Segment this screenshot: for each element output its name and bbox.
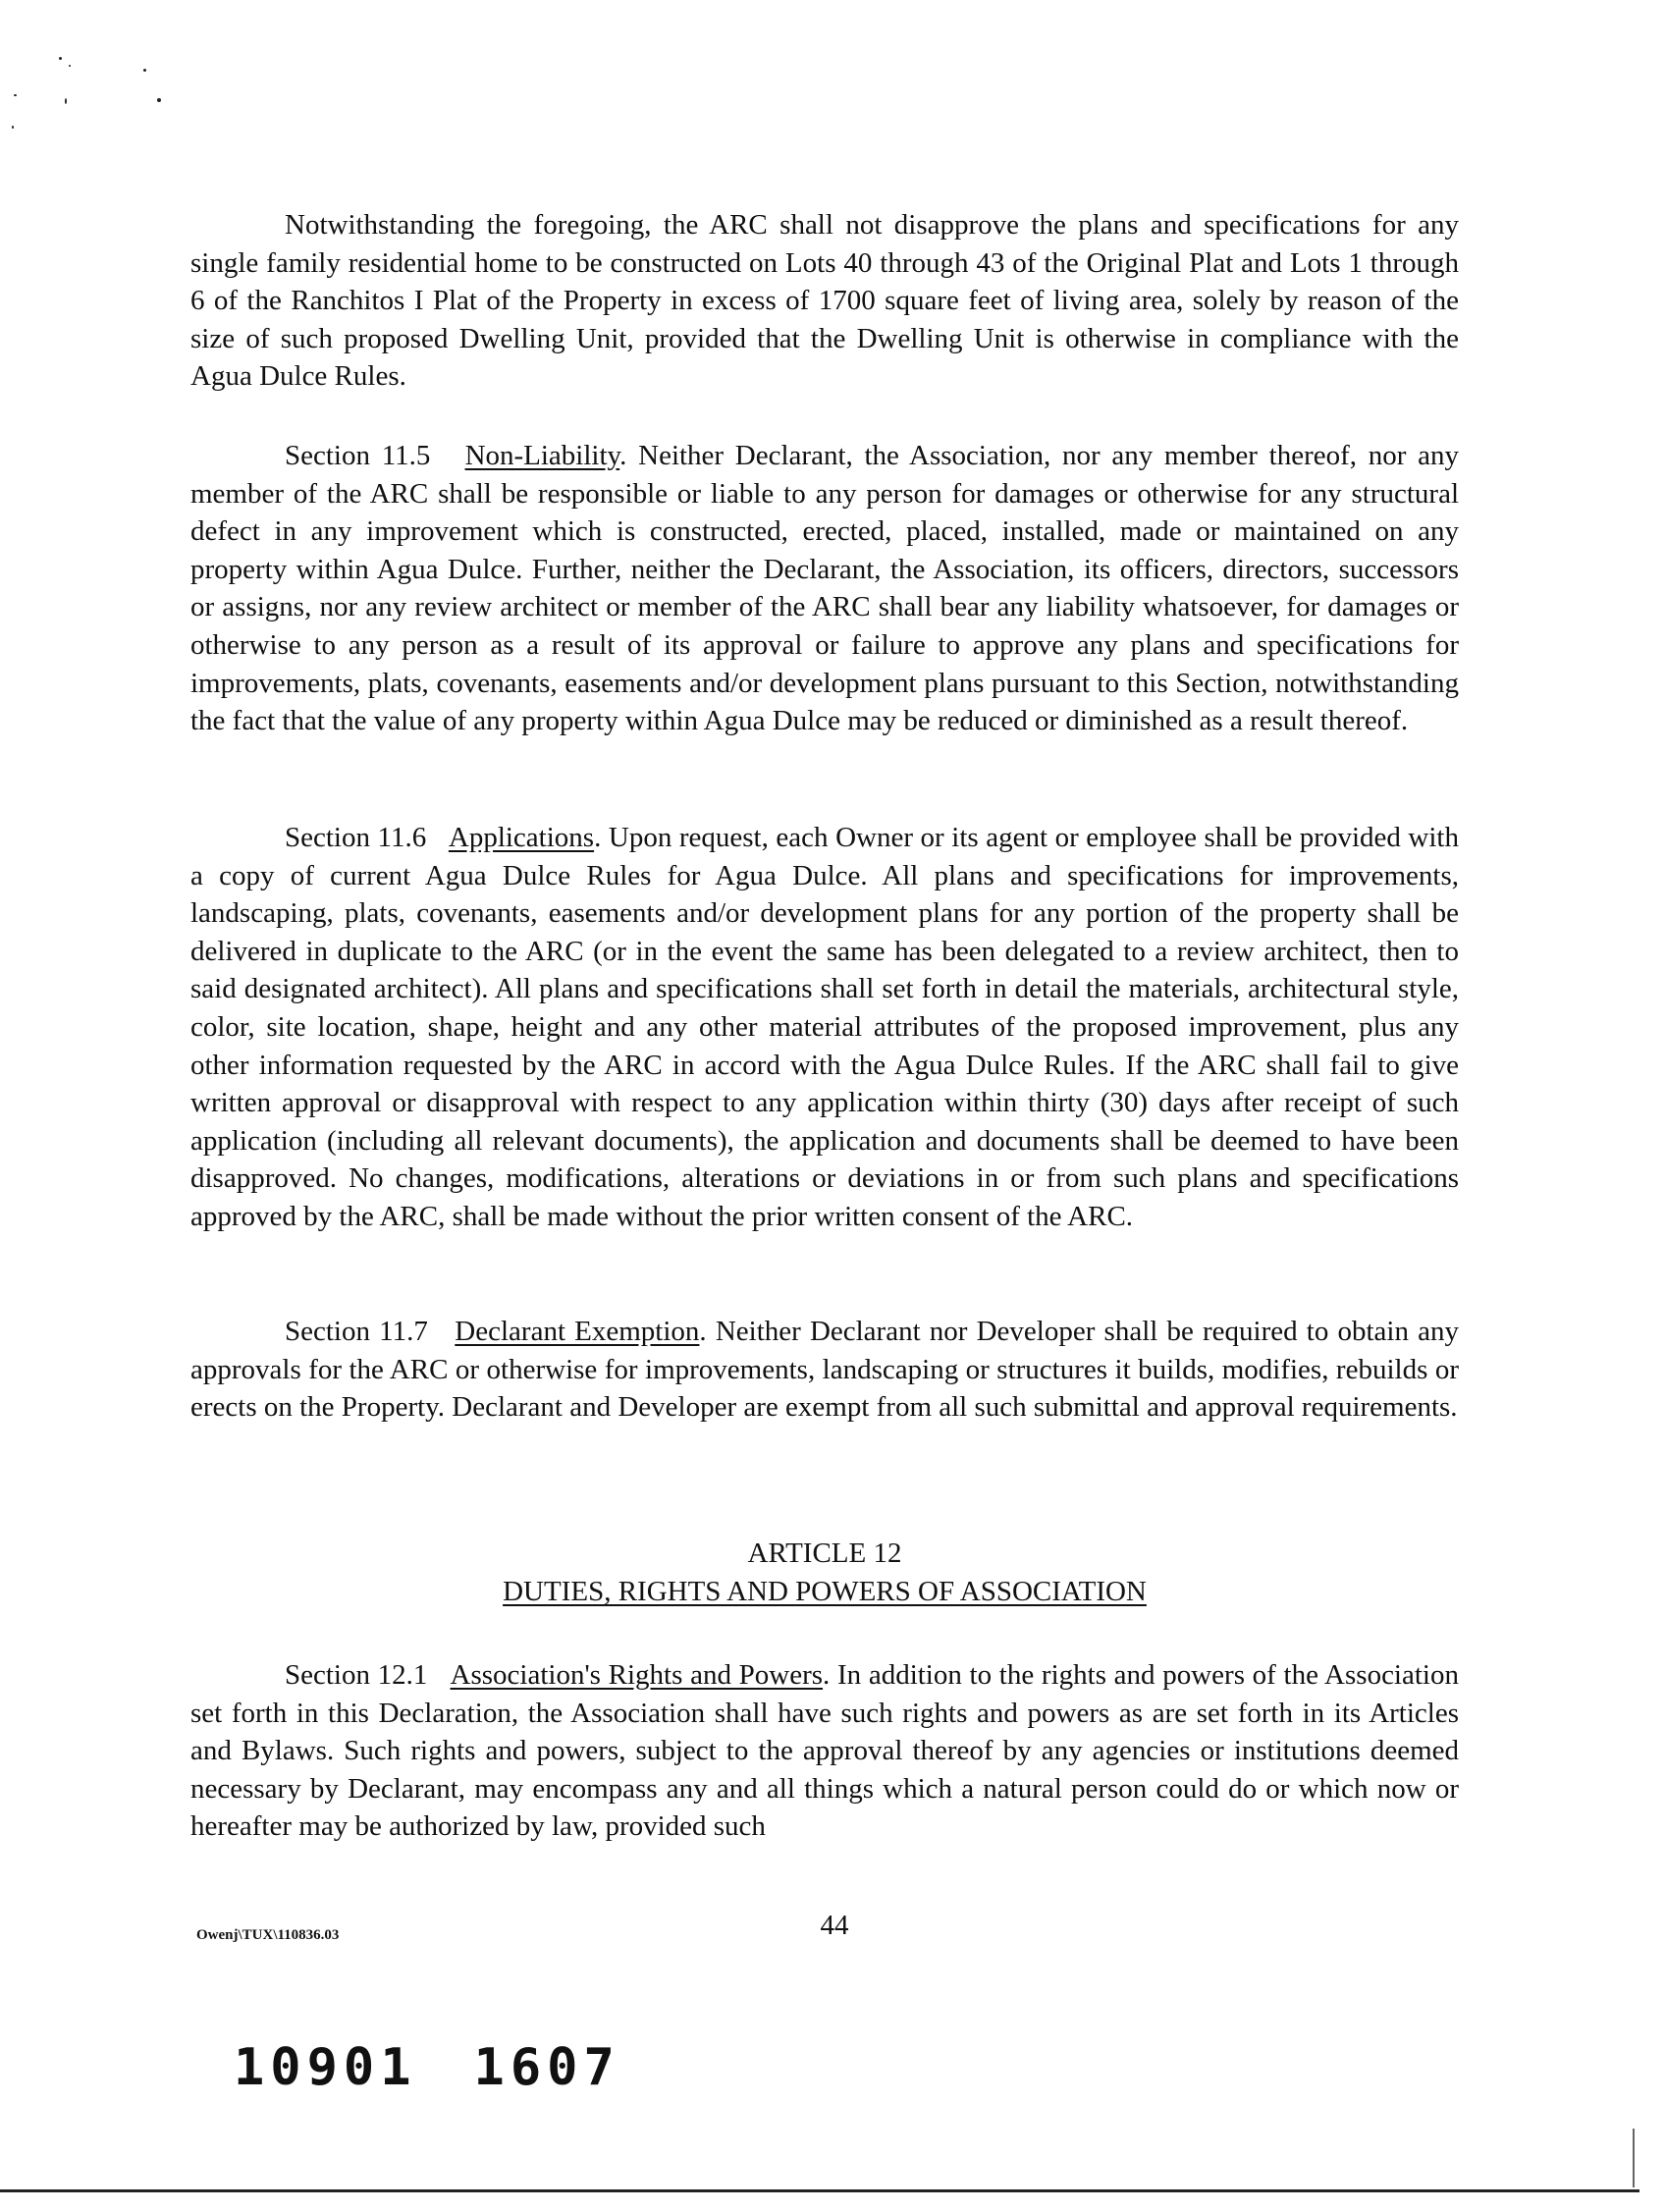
scan-speck bbox=[14, 94, 17, 96]
recording-stamp bbox=[234, 2038, 620, 2097]
section-title: Declarant Exemption bbox=[455, 1316, 700, 1347]
scan-speck bbox=[65, 98, 67, 104]
section-title: Association's Rights and Powers bbox=[450, 1659, 824, 1691]
section-title: Applications bbox=[448, 822, 595, 853]
section-11-5 bbox=[190, 437, 1459, 740]
document-reference: Owenj\TUX\110836.03 bbox=[196, 1927, 340, 1943]
article-title-text: DUTIES, RIGHTS AND POWERS OF ASSOCIATION bbox=[503, 1576, 1147, 1607]
section-title: Non-Liability bbox=[464, 440, 620, 471]
bottom-rule bbox=[0, 2189, 1639, 2192]
paragraph-text: Notwithstanding the foregoing, the ARC shall not disapprove the plans and specifications for any single family residential home to be constructed on Lots 40 through 43 of the Original Plat and Lots 1 through 6 of the Ranchitos I Plat of the Property in excess of 1700 square feet of living area, solely by reason of the size of such proposed Dwelling Unit, provided that the Dwelling Unit is otherwise in compliance with the Agua Dulce Rules. bbox=[190, 209, 1459, 393]
section-number: Section 12.1 bbox=[285, 1659, 428, 1691]
paragraph-continuation bbox=[190, 206, 1459, 396]
section-body: . In addition to the rights and powers of the Association set forth in this Declaration, the Association shall have such rights and powers as are set forth in its Articles and Bylaws. Such rights and powers, subject to the approval thereof by any agencies or institutions deemed necessary by Declarant, may encompass any and all things which a natural person could do or which now or hereafter may be authorized by law, provided such bbox=[190, 1659, 1459, 1843]
scan-speck bbox=[59, 57, 62, 60]
section-body: . Neither Declarant, the Association, nor any member thereof, nor any member of the ARC shall be responsible or liable to any person for damages or otherwise for any structural defect in any improvement which is constructed, erected, placed, installed, made or maintained on any property within Agua Dulce. Further, neither the Declarant, the Association, its officers, directors, successors or assigns, nor any review architect or member of the ARC shall bear any liability whatsoever, for damages or otherwise to any person as a result of its approval or failure to approve any plans and specifications for improvements, plats, covenants, easements and/or development plans pursuant to this Section, notwithstanding the fact that the value of any property within Agua Dulce may be reduced or diminished as a result thereof. bbox=[190, 440, 1459, 737]
scan-speck bbox=[69, 65, 71, 67]
article-label: ARTICLE 12 bbox=[747, 1538, 902, 1569]
scan-speck bbox=[157, 98, 161, 102]
section-number: Section 11.7 bbox=[285, 1316, 428, 1347]
section-12-1 bbox=[190, 1656, 1459, 1846]
article-title bbox=[190, 1573, 1459, 1610]
scan-speck bbox=[12, 126, 14, 129]
scan-speck bbox=[143, 69, 146, 72]
scan-edge-mark bbox=[1633, 2129, 1635, 2187]
page-number: 44 bbox=[820, 1910, 849, 1941]
section-11-6 bbox=[190, 819, 1459, 1236]
section-number: Section 11.5 bbox=[285, 440, 431, 471]
stamp-book-number: 10901 bbox=[234, 2038, 417, 2097]
stamp-page-number: 1607 bbox=[473, 2038, 620, 2097]
section-11-7 bbox=[190, 1313, 1459, 1427]
section-body: . Upon request, each Owner or its agent or employee shall be provided with a copy of current Agua Dulce Rules for Agua Dulce. All plans and specifications for improvements, landscaping, plats, covenants, easements and/or development plans for any portion of the property shall be delivered in duplicate to the ARC (or in the event the same has been delegated to a review architect, then to said designated architect). All plans and specifications shall set forth in detail the materials, architectural style, color, site location, shape, height and any other material attributes of the proposed improvement, plus any other information requested by the ARC in accord with the Agua Dulce Rules. If the ARC shall fail to give written approval or disapproval with respect to any application within thirty (30) days after receipt of such application (including all relevant documents), the application and documents shall be deemed to have been disapproved. No changes, modifications, alterations or deviations in or from such plans and specifications approved by the ARC, shall be made without the prior written consent of the ARC. bbox=[190, 822, 1459, 1232]
section-number: Section 11.6 bbox=[285, 822, 427, 853]
section-body: . Neither Declarant nor Developer shall be required to obtain any approvals for the ARC or otherwise for improvements, landscaping or structures it builds, modifies, rebuilds or erects on the Property. Declarant and Developer are exempt from all such submittal and approval requirements. bbox=[190, 1316, 1459, 1424]
